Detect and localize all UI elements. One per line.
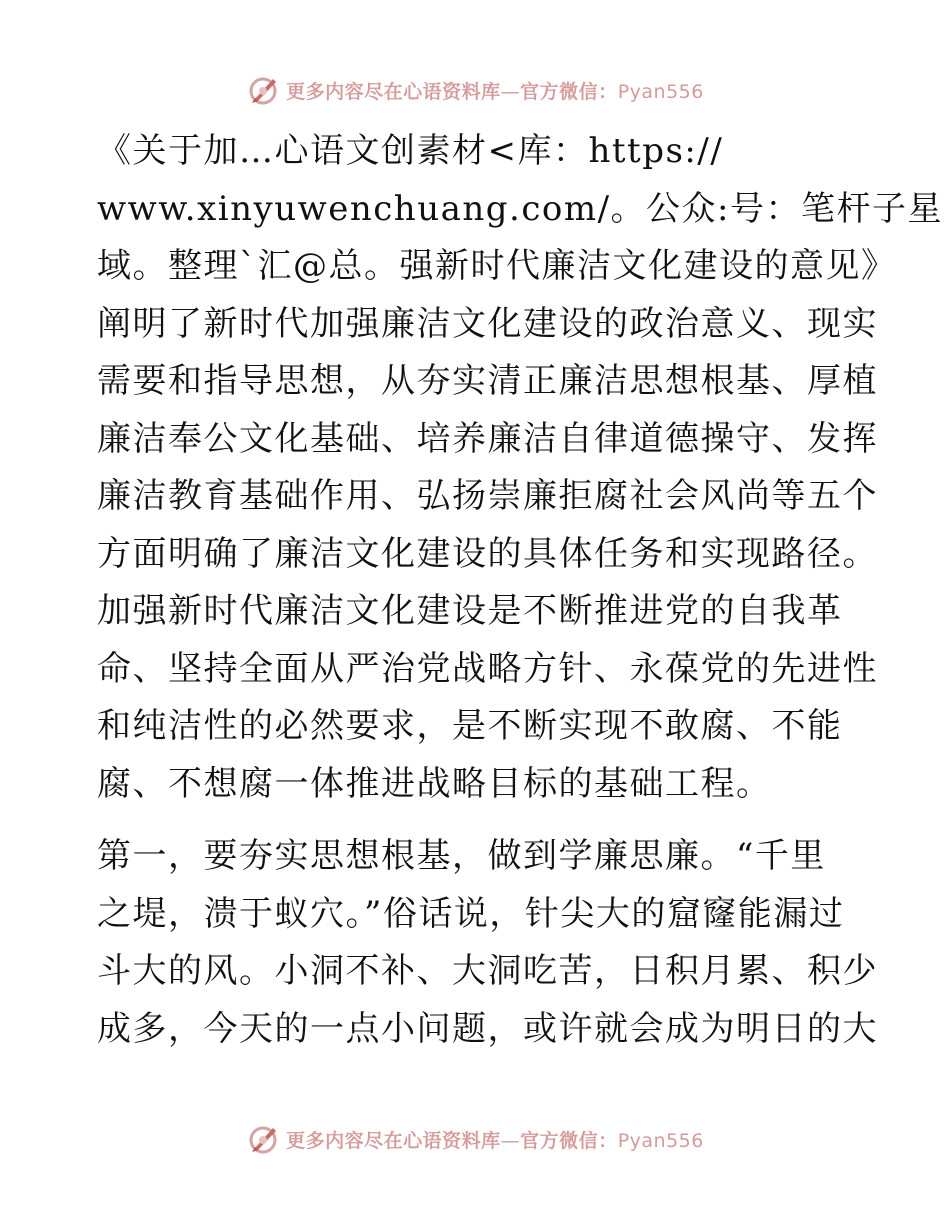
text-line: 廉洁教育基础作用、弘扬崇廉拒腐社会风尚等五个 <box>97 476 878 516</box>
text-line: 之堤，溃于蚁穴。”俗话说，针尖大的窟窿能漏过 <box>97 893 845 934</box>
quill-circle-logo-icon <box>246 73 280 107</box>
text-line: 廉洁奉公文化基础、培养廉洁自律道德操守、发挥 <box>97 418 878 459</box>
text-line: www.xinyuwenchuang.com/。公众:号：笔杆子星 <box>97 188 943 229</box>
paragraph-2 <box>97 828 878 1058</box>
text-line: 阐明了新时代加强廉洁文化建设的政治意义、现实 <box>97 303 878 344</box>
text-line: 《关于加…心语文创素材<库：https:// <box>97 131 724 171</box>
document-body <box>97 123 943 1058</box>
watermark-text: 更多内容尽在心语资料库—官方微信：Pyan556 <box>286 1129 704 1152</box>
header-watermark <box>0 70 950 110</box>
paragraph-1 <box>97 123 943 813</box>
text-line: 需要和指导思想，从夯实清正廉洁思想根基、厚植 <box>97 361 878 401</box>
text-line: 方面明确了廉洁文化建设的具体任务和实现路径。 <box>97 533 878 574</box>
footer-watermark <box>0 1119 950 1159</box>
watermark-text: 更多内容尽在心语资料库—官方微信：Pyan556 <box>286 80 704 103</box>
text-line: 命、坚持全面从严治党战略方针、永葆党的先进性 <box>97 648 878 689</box>
text-line: 腐、不想腐一体推进战略目标的基础工程。 <box>97 763 772 804</box>
text-line: 加强新时代廉洁文化建设是不断推进党的自我革 <box>97 591 843 631</box>
text-line: 域。整理`汇@总。强新时代廉洁文化建设的意见》 <box>97 246 897 286</box>
text-line: 第一，要夯实思想根基，做到学廉思廉。“千里 <box>97 836 826 876</box>
quill-circle-logo-icon <box>246 1122 280 1156</box>
text-line: 成多，今天的一点小问题，或许就会成为明日的大 <box>97 1008 878 1049</box>
text-line: 和纯洁性的必然要求，是不断实现不敢腐、不能 <box>97 706 843 746</box>
text-line: 斗大的风。小洞不补、大洞吃苦，日积月累、积少 <box>97 951 878 991</box>
